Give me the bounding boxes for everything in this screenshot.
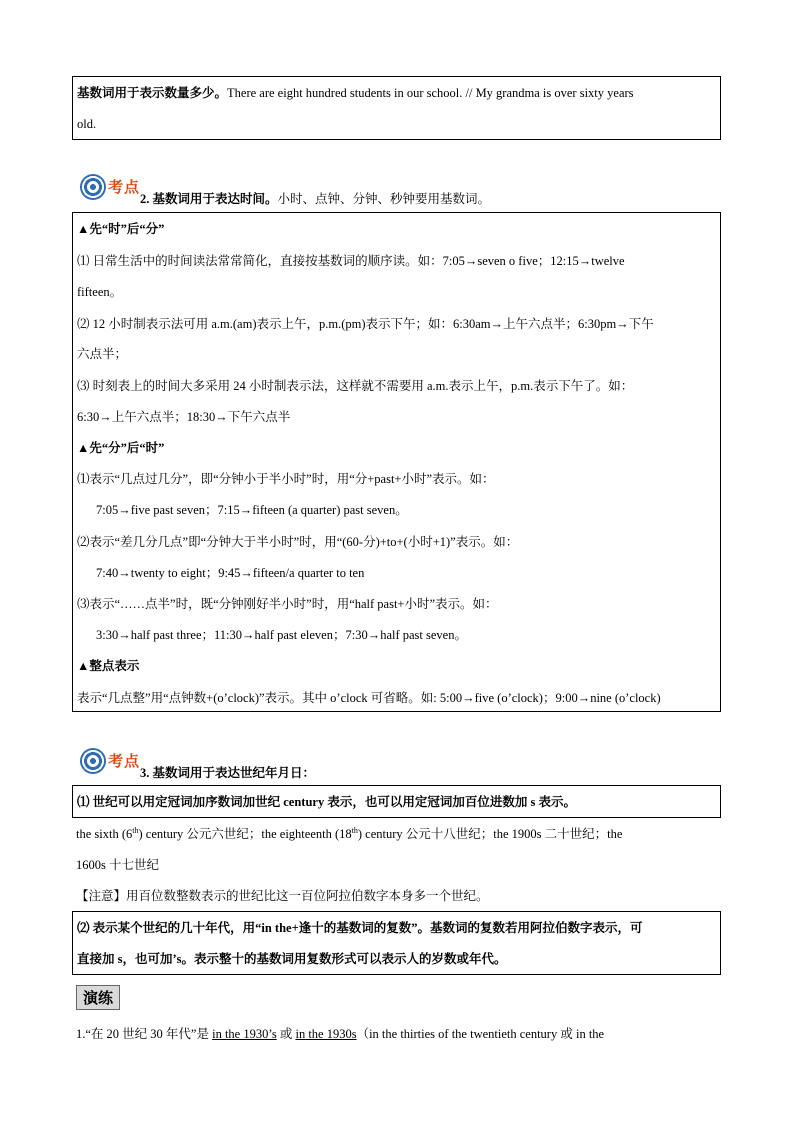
practice-label: 演练	[76, 985, 120, 1010]
section2-title-rest: 小时、点钟、分钟、秒钟要用基数词。	[277, 192, 491, 206]
rule-2a: ⑵ 12 小时制表示法可用 a.m.(am)表示上午，p.m.(pm)表示下午；如：6:30am→上午六点半；6:30pm→下午	[77, 317, 654, 331]
ex1-sup-2: th	[351, 826, 358, 835]
exam-point-badge	[80, 172, 142, 202]
ex1-part-c: ) century 公元十八世纪；the 1900s 二十世纪；the	[357, 827, 623, 841]
rule-3b: 6:30→上午六点半；18:30→下午六点半	[77, 410, 291, 424]
box1-line1	[77, 85, 634, 101]
century-note: 【注意】用百位数整数表示的世纪比这一百位阿拉伯数字本身多一个世纪。	[76, 889, 489, 903]
rule-to-a: ⑵表示“差几分几点”即“分钟大于半小时”时，用“(60-分)+to+(小时+1)”表示。如：	[77, 535, 519, 549]
rule-3a: ⑶ 时刻表上的时间大多采用 24 小时制表示法，这样就不需要用 a.m.表示上午，p.m.表示下午了。如：	[77, 379, 634, 393]
ex1-sup-1: th	[132, 826, 139, 835]
q1-prefix: 1.“在 20 世纪 30 年代”是	[76, 1027, 213, 1041]
heading-minute-first: ▲先“分”后“时”	[77, 441, 165, 455]
decade-rule-2: 直接加 s，也可加’s。表示整十的基数词用复数形式可以表示人的岁数或年代。	[77, 952, 507, 966]
rule-half-b: 3:30→half past three；11:30→half past eleven；7:30→half past seven。	[96, 628, 467, 642]
rule-half-a: ⑶表示“……点半”时，既“分钟刚好半小时”时，用“half past+小时”表示。如：	[77, 597, 498, 611]
rule-2b: 六点半；	[77, 347, 128, 361]
century-example-1	[76, 826, 622, 842]
exam-point-label-2: 考点	[108, 752, 141, 770]
rule-1b: fifteen。	[77, 285, 123, 299]
box1-text: There are eight hundred students in our school. // My grandma is over sixty years	[227, 86, 634, 100]
century-rule: ⑴ 世纪可以用定冠词加序数词加世纪 century 表示，也可以用定冠词加百位进数加 s 表示。	[77, 795, 576, 809]
q1-answer-2: in the 1930s	[295, 1027, 357, 1041]
century-example-2: 1600s 十七世纪	[76, 858, 159, 872]
section3-title: 3. 基数词用于表达世纪年月日：	[140, 766, 316, 780]
heading-hour-first: ▲先“时”后“分”	[77, 222, 165, 236]
target-icon	[80, 174, 106, 200]
rule-to-b: 7:40→twenty to eight；9:45→fifteen/a quarter to ten	[96, 566, 365, 580]
rule-1a: ⑴ 日常生活中的时间读法常常简化，直接按基数词的顺序读。如：7:05→seven o five；12:15→twelve	[77, 254, 625, 268]
decade-rule-1: ⑵ 表示某个世纪的几十年代，用“in the+逢十的基数词的复数”。基数词的复数若用阿拉伯数字表示，可	[77, 921, 643, 935]
exam-point-badge-2	[80, 746, 142, 776]
heading-oclock: ▲整点表示	[77, 659, 140, 673]
q1-suffix: （in the thirties of the twentieth century 或 in the	[356, 1027, 605, 1041]
section2-title	[140, 191, 490, 207]
q1-answer-1: in the 1930’s	[212, 1027, 277, 1041]
box1-line2: old.	[77, 117, 97, 131]
exam-point-label: 考点	[108, 178, 141, 196]
box1-bold: 基数词用于表示数量多少。	[77, 86, 228, 100]
rule-oclock: 表示“几点整”用“点钟数+(o’clock)”表示。其中 o’clock 可省略。如: 5:00→five (o’clock)；9:00→nine (o’clock)	[77, 691, 661, 705]
ex1-part-a: the sixth (6	[76, 827, 133, 841]
ex1-part-b: ) century 公元六世纪；the eighteenth (18	[138, 827, 352, 841]
q1-or: 或	[276, 1027, 296, 1041]
rule-past-a: ⑴表示“几点过几分”，即“分钟小于半小时”时，用“分+past+小时”表示。如：	[77, 472, 495, 486]
section2-title-bold: 2. 基数词用于表达时间。	[140, 192, 278, 206]
rule-past-b: 7:05→five past seven；7:15→fifteen (a quarter) past seven。	[96, 503, 408, 517]
practice-question-1	[76, 1026, 604, 1042]
target-icon	[80, 748, 106, 774]
